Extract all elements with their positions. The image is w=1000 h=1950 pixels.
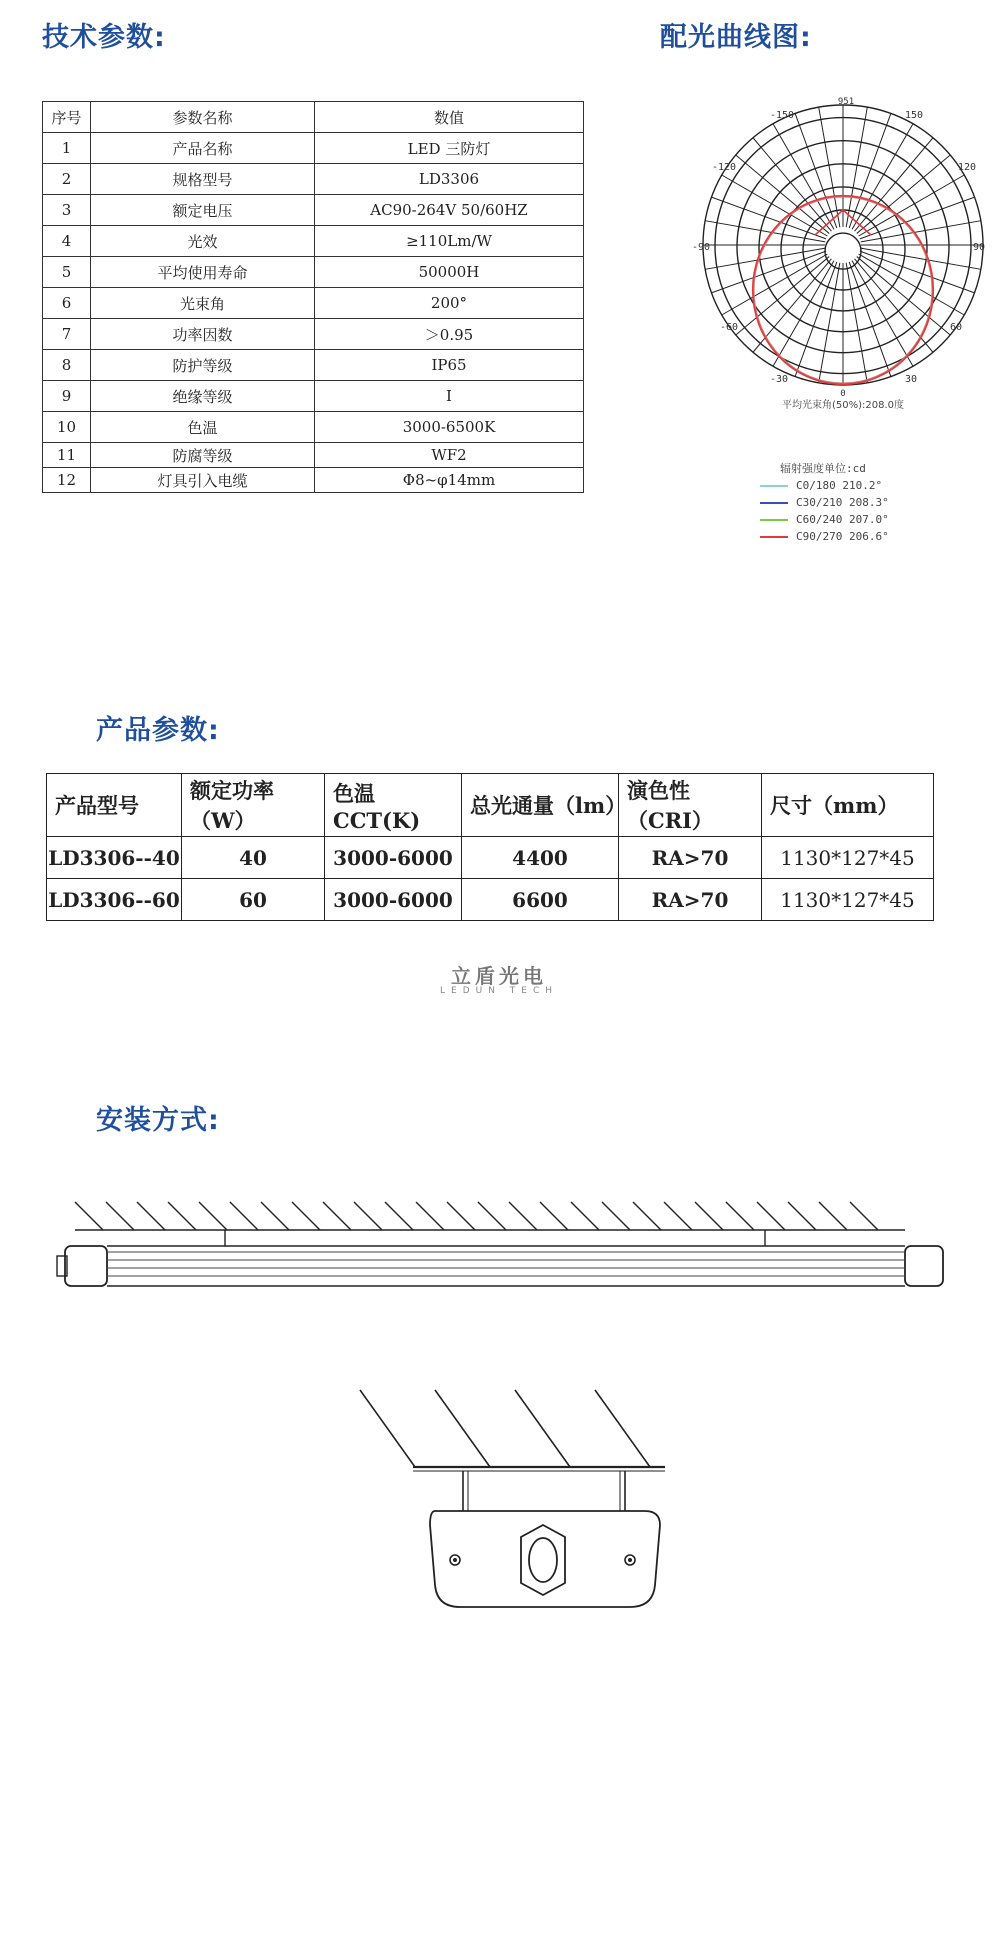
angle-label-m150: -150 — [770, 110, 795, 121]
prod-cell-lumen: 6600 — [462, 879, 619, 921]
prod-col-model: 产品型号 — [47, 774, 182, 837]
prod-cell-lumen: 4400 — [462, 837, 619, 879]
spec-cell-index: 12 — [43, 468, 91, 493]
spec-cell-name: 光束角 — [91, 288, 315, 319]
spec-cell-name: 灯具引入电缆 — [91, 468, 315, 493]
spec-row — [43, 443, 584, 468]
spec-col-name: 参数名称 — [91, 102, 315, 133]
prod-cell-size: 1130*127*45 — [762, 879, 934, 921]
company-logo — [440, 960, 558, 996]
spec-cell-value: IP65 — [315, 350, 584, 381]
spec-row — [43, 257, 584, 288]
product-table-header — [47, 774, 934, 837]
spec-row — [43, 381, 584, 412]
spec-cell-value: 200° — [315, 288, 584, 319]
spec-table-header — [43, 102, 584, 133]
spec-col-value: 数值 — [315, 102, 584, 133]
tech-params-heading: 技术参数: — [42, 22, 166, 53]
prod-cell-cct: 3000-6000 — [325, 837, 462, 879]
spec-cell-value: AC90-264V 50/60HZ — [315, 195, 584, 226]
prod-cell-cri: RA>70 — [619, 879, 762, 921]
spec-cell-index: 1 — [43, 133, 91, 164]
prod-cell-model: LD3306--40 — [47, 837, 182, 879]
spec-cell-index: 11 — [43, 443, 91, 468]
angle-label-m120: -120 — [712, 162, 737, 173]
legend-swatch — [760, 502, 788, 504]
spec-row — [43, 226, 584, 257]
spec-cell-index: 6 — [43, 288, 91, 319]
prod-col-size: 尺寸（mm） — [762, 774, 934, 837]
spec-cell-value: Ⅰ — [315, 381, 584, 412]
spec-cell-index: 7 — [43, 319, 91, 350]
product-table — [46, 773, 934, 921]
polar-top-value: 951 — [837, 97, 855, 107]
product-row — [47, 837, 934, 879]
spec-cell-name: 防腐等级 — [91, 443, 315, 468]
legend-label: C90/270 206.6° — [796, 530, 889, 543]
spec-cell-name: 平均使用寿命 — [91, 257, 315, 288]
spec-cell-value: 3000-6500K — [315, 412, 584, 443]
prod-col-cri: 演色性（CRI） — [619, 774, 762, 837]
chart-legend — [760, 460, 889, 545]
prod-cell-cct: 3000-6000 — [325, 879, 462, 921]
legend-label: C30/210 208.3° — [796, 496, 889, 509]
angle-label-60: 60 — [950, 322, 963, 333]
spec-cell-value: ＞0.95 — [315, 319, 584, 350]
spec-cell-value: LED 三防灯 — [315, 133, 584, 164]
legend-item-c30 — [760, 494, 889, 511]
legend-title: 辐射强度单位:cd — [780, 462, 866, 475]
angle-label-120: 120 — [958, 162, 977, 173]
legend-label: C60/240 207.0° — [796, 513, 889, 526]
logo-en: LEDUN TECH — [440, 986, 559, 996]
angle-label-30: 30 — [905, 374, 918, 385]
spec-cell-value: Φ8~φ14mm — [315, 468, 584, 493]
spec-cell-value: WF2 — [315, 443, 584, 468]
spec-row — [43, 133, 584, 164]
spec-cell-name: 绝缘等级 — [91, 381, 315, 412]
spec-cell-index: 4 — [43, 226, 91, 257]
spec-cell-value: 50000H — [315, 257, 584, 288]
product-row — [47, 879, 934, 921]
prod-col-cct: 色温 CCT(K) — [325, 774, 462, 837]
spec-cell-index: 8 — [43, 350, 91, 381]
spec-cell-index: 3 — [43, 195, 91, 226]
legend-swatch — [760, 519, 788, 521]
spec-row — [43, 412, 584, 443]
spec-cell-name: 功率因数 — [91, 319, 315, 350]
spec-cell-name: 防护等级 — [91, 350, 315, 381]
angle-label-90: 90 — [973, 242, 986, 253]
product-params-heading: 产品参数: — [96, 715, 220, 746]
angle-label-150: 150 — [905, 110, 924, 121]
install-heading: 安装方式: — [96, 1105, 220, 1136]
prod-col-lumen: 总光通量（lm） — [462, 774, 619, 837]
light-distribution-chart — [690, 90, 990, 420]
legend-item-c0 — [760, 477, 889, 494]
spec-cell-index: 10 — [43, 412, 91, 443]
prod-cell-power: 40 — [182, 837, 325, 879]
spec-row — [43, 468, 584, 493]
beam-angle-caption: 平均光束角(50%):208.0度 — [781, 400, 905, 411]
prod-cell-size: 1130*127*45 — [762, 837, 934, 879]
prod-cell-model: LD3306--60 — [47, 879, 182, 921]
spec-cell-index: 9 — [43, 381, 91, 412]
spec-cell-name: 色温 — [91, 412, 315, 443]
prod-cell-power: 60 — [182, 879, 325, 921]
spec-table — [42, 101, 584, 493]
spec-col-index: 序号 — [43, 102, 91, 133]
legend-label: C0/180 210.2° — [796, 479, 883, 492]
spec-row — [43, 164, 584, 195]
spec-cell-name: 光效 — [91, 226, 315, 257]
angle-label-m90: -90 — [692, 242, 711, 253]
spec-cell-index: 2 — [43, 164, 91, 195]
spec-cell-name: 产品名称 — [91, 133, 315, 164]
install-side-view-drawing — [55, 1190, 955, 1300]
spec-cell-value: LD3306 — [315, 164, 584, 195]
spec-row — [43, 195, 584, 226]
angle-label-m60: -60 — [720, 322, 739, 333]
angle-label-0: 0 — [840, 389, 846, 399]
legend-swatch — [760, 536, 788, 538]
spec-row — [43, 288, 584, 319]
prod-cell-cri: RA>70 — [619, 837, 762, 879]
legend-item-c60 — [760, 511, 889, 528]
legend-item-c90 — [760, 528, 889, 545]
angle-label-m30: -30 — [770, 374, 789, 385]
spec-cell-name: 额定电压 — [91, 195, 315, 226]
logo-cn: 立盾光电 — [451, 964, 548, 988]
spec-cell-value: ≥110Lm/W — [315, 226, 584, 257]
legend-swatch — [760, 485, 788, 487]
light-curve-heading: 配光曲线图: — [660, 22, 812, 53]
spec-cell-index: 5 — [43, 257, 91, 288]
prod-col-power: 额定功率（W） — [182, 774, 325, 837]
install-end-view-drawing — [355, 1385, 675, 1635]
spec-cell-name: 规格型号 — [91, 164, 315, 195]
spec-row — [43, 319, 584, 350]
spec-row — [43, 350, 584, 381]
